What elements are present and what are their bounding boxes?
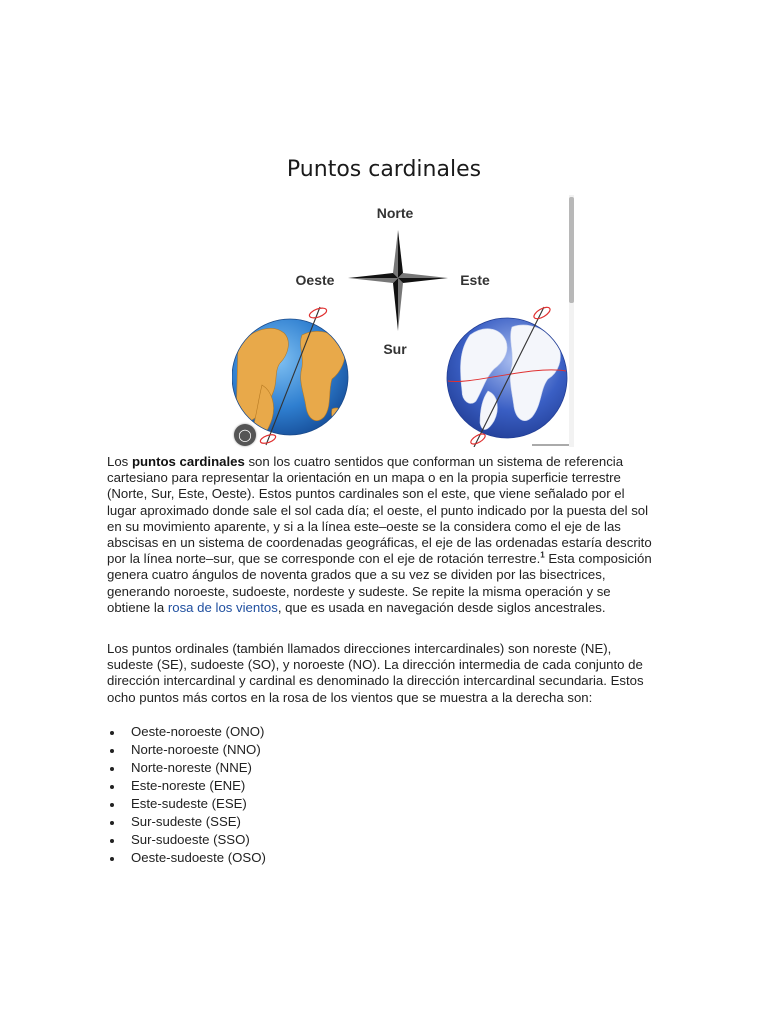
right-globe-image — [447, 305, 569, 447]
list-item: Oeste-noroeste (ONO) — [107, 723, 507, 741]
rosa-de-los-vientos-link[interactable]: rosa de los vientos — [167, 599, 278, 615]
list-item: Norte-noreste (NNE) — [107, 759, 507, 777]
compass-rose-icon — [348, 230, 448, 331]
paragraph-ordinal: Los puntos ordinales (también llamados direcciones intercardinales) son noreste (NE), sudeste (SE), sudoeste (SO), y noroeste (NO). La dirección intermedia de cada conjunto de dirección intercardinal y cardinal es denominado la dirección intercardinal secundaria. Estos ocho puntos más cortos en la rosa de los vientos que se muestra a la derecha son: — [107, 641, 644, 705]
south-label: Sur — [383, 341, 407, 357]
north-label: Norte — [376, 205, 414, 221]
list-item: Este-noreste (ENE) — [107, 777, 507, 795]
west-label: Oeste — [295, 272, 335, 288]
paragraph-intro-text-c: , que es usada en navegación desde siglos ancestrales. — [277, 599, 606, 615]
paragraph-intro-text-b: Esta composición genera cuatro ángulos de noventa grados que a su vez se dividen por las bisectrices, generando noroeste, sudoeste, nordeste y sudeste. Se repite la misma operación y se obtiene la — [107, 551, 652, 615]
compass-illustration — [232, 195, 569, 447]
list-item: Oeste-sudoeste (OSO) — [107, 849, 507, 867]
bold-term: puntos cardinales — [131, 454, 245, 469]
page-title: Puntos cardinales — [286, 156, 482, 182]
cardinal-points-figure[interactable] — [232, 195, 574, 447]
paragraph-intro-text-a: son los cuatro sentidos que conforman un sistema de referencia cartesiano para representar la orientación en un mapa o en la propia superficie terrestre (Norte, Sur, Este, Oeste). Estos puntos cardinales son el este, que viene señalado por el lugar aproximado donde sale el sol cada día; el oeste, el punto indicado por la puesta del sol en su movimiento aparente, y si a la línea este–oeste se la considera como el eje de las abscisas en un sistema de coordenadas geográficas, el eje de las ordenadas estaría descrito por la línea norte–sur, que se corresponde con el eje de rotación terrestre. — [107, 454, 652, 567]
list-item: Este-sudeste (ESE) — [107, 795, 507, 813]
figure-scrollbar-thumb[interactable] — [569, 197, 574, 303]
list-item: Sur-sudoeste (SSO) — [107, 831, 507, 849]
paragraph-intro-lead: Los — [107, 454, 132, 469]
paragraph-intro — [107, 454, 655, 616]
footnote-ref[interactable]: 1 — [540, 550, 545, 560]
east-label: Este — [460, 272, 490, 288]
list-item: Norte-noroeste (NNO) — [107, 741, 507, 759]
secondary-directions-list — [107, 723, 507, 867]
zoom-icon[interactable]: ◯ — [234, 424, 256, 446]
list-item: Sur-sudeste (SSE) — [107, 813, 507, 831]
